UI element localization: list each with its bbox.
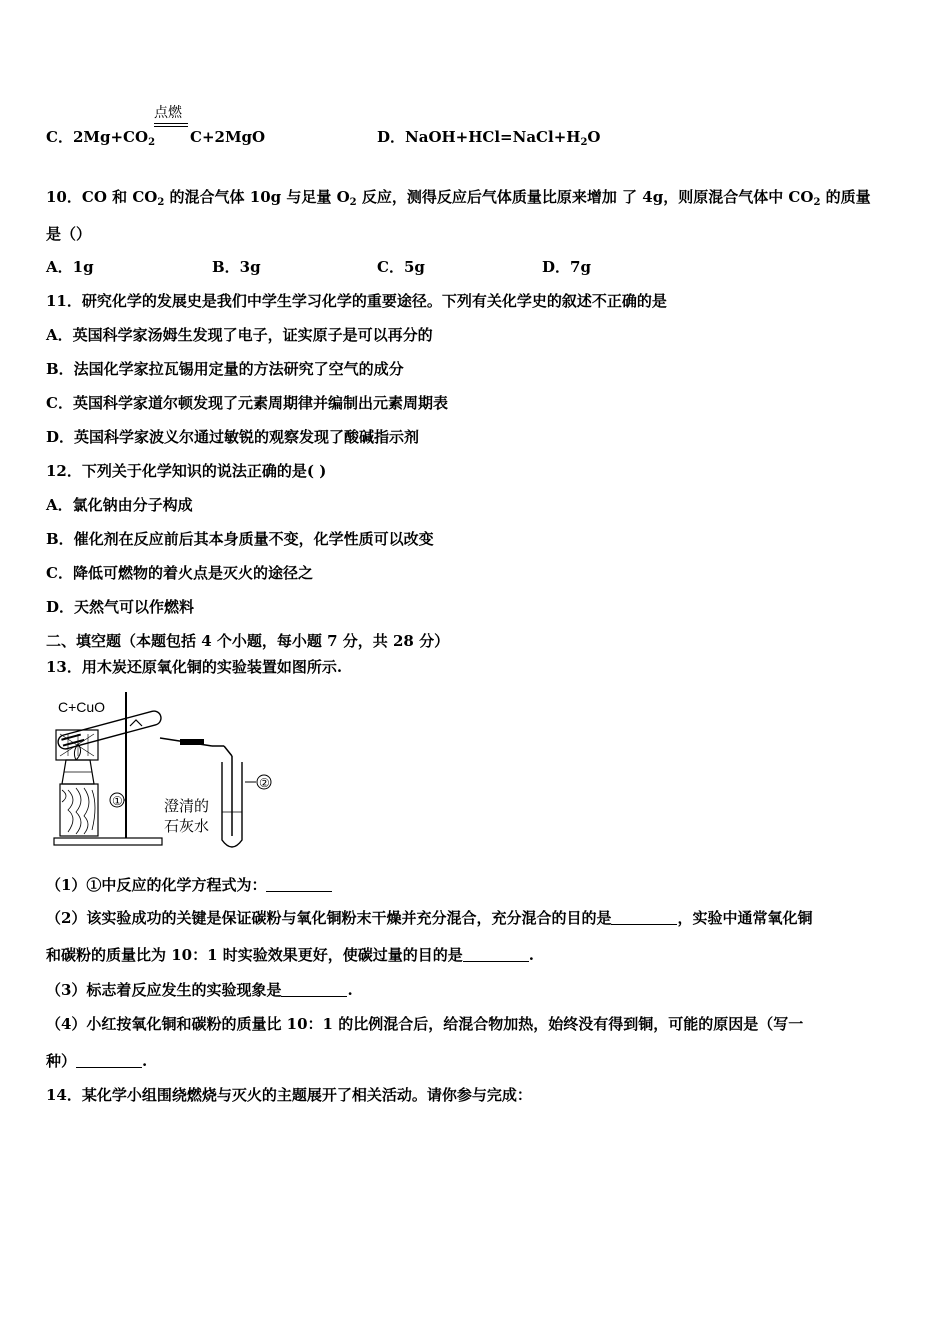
q12-option-b: B．催化剂在反应前后其本身质量不变，化学性质可以改变: [46, 530, 434, 548]
q13-part3: （3）标志着反应发生的实验现象是 .: [46, 981, 353, 999]
rubber-connector: [180, 739, 204, 745]
q11-option-a: A．英国科学家汤姆生发现了电子，证实原子是可以再分的: [46, 326, 433, 344]
q12-option-a: A．氯化钠由分子构成: [46, 496, 193, 514]
label-reactants: C+CuO: [58, 699, 106, 715]
label-1: ①: [112, 794, 123, 808]
q13-part1: （1）①中反应的化学方程式为：: [46, 875, 332, 895]
stand-base: [54, 838, 162, 845]
q10-option-b: B．3g: [212, 258, 261, 276]
answer-blank[interactable]: [463, 947, 529, 962]
q10-option-a: A．1g: [46, 258, 94, 276]
label-limewater-1: 澄清的: [164, 798, 210, 815]
q13-part2-line1: （2）该实验成功的关键是保证碳粉与氧化铜粉末干燥并充分混合，充分混合的目的是 ，实验中通常氧化铜: [46, 909, 813, 927]
q12-stem: 12．下列关于化学知识的说法正确的是( ): [46, 462, 327, 480]
q10-option-c: C．5g: [377, 258, 425, 276]
equals-bar-bottom: [154, 126, 188, 127]
q9-option-c-product: C+2MgO: [190, 128, 266, 146]
label-limewater-2: 石灰水: [164, 818, 210, 835]
wood-grain: [62, 788, 95, 834]
q9-option-d: D．$NaOH+HCl=NaCl+H_2O$: [377, 128, 601, 148]
q12-option-c: C．降低可燃物的着火点是灭火的途径之: [46, 564, 313, 582]
reaction-condition: 点燃: [154, 105, 182, 121]
section-title: 二、填空题（本题包括 4 个小题，每小题 7 分，共 28 分）: [46, 632, 450, 650]
q13-stem: 13．用木炭还原氧化铜的实验装置如图所示.: [46, 658, 343, 676]
q9-option-c: C．$2Mg+CO_2$: [46, 128, 156, 148]
q11-stem: 11．研究化学的发展史是我们中学生学习化学的重要途径。下列有关化学史的叙述不正确的是: [46, 292, 667, 310]
answer-blank[interactable]: [76, 1053, 142, 1068]
equals-bar-top: [154, 123, 188, 124]
answer-blank[interactable]: [266, 877, 332, 892]
q11-option-b: B．法国化学家拉瓦锡用定量的方法研究了空气的成分: [46, 360, 404, 378]
clamp: [130, 720, 142, 726]
q13-part2-line2: 和碳粉的质量比为 10：1 时实验效果更好，使碳过量的目的是 .: [46, 946, 534, 964]
q13-part4-line1: （4）小红按氧化铜和碳粉的质量比 10：1 的比例混合后，给混合物加热，始终没有得到铜，可能的原因是（写一: [46, 1015, 804, 1033]
q13-part4-line2: 种） .: [46, 1052, 148, 1070]
q10-option-d: D．7g: [542, 258, 591, 276]
label-2: ②: [259, 776, 270, 790]
q11-option-d: D．英国科学家波义尔通过敏锐的观察发现了酸碱指示剂: [46, 428, 420, 446]
answer-blank[interactable]: [281, 982, 347, 997]
q10-stem: 10．CO 和 $CO_2$ 的混合气体 10g 与足量 $O_2$ 反应，测得反应后气体质量比原来增加 了 4g，则原混合气体中 $CO_2$ 的质量: [46, 188, 871, 208]
q12-option-d: D．天然气可以作燃料: [46, 598, 195, 616]
q14-stem: 14．某化学小组围绕燃烧与灭火的主题展开了相关活动。请你参与完成：: [46, 1086, 532, 1104]
q11-option-c: C．英国科学家道尔顿发现了元素周期律并编制出元素周期表: [46, 394, 448, 412]
answer-blank[interactable]: [611, 910, 677, 925]
q10-stem-cont: 是（）: [46, 225, 92, 243]
apparatus-diagram: [46, 690, 286, 852]
